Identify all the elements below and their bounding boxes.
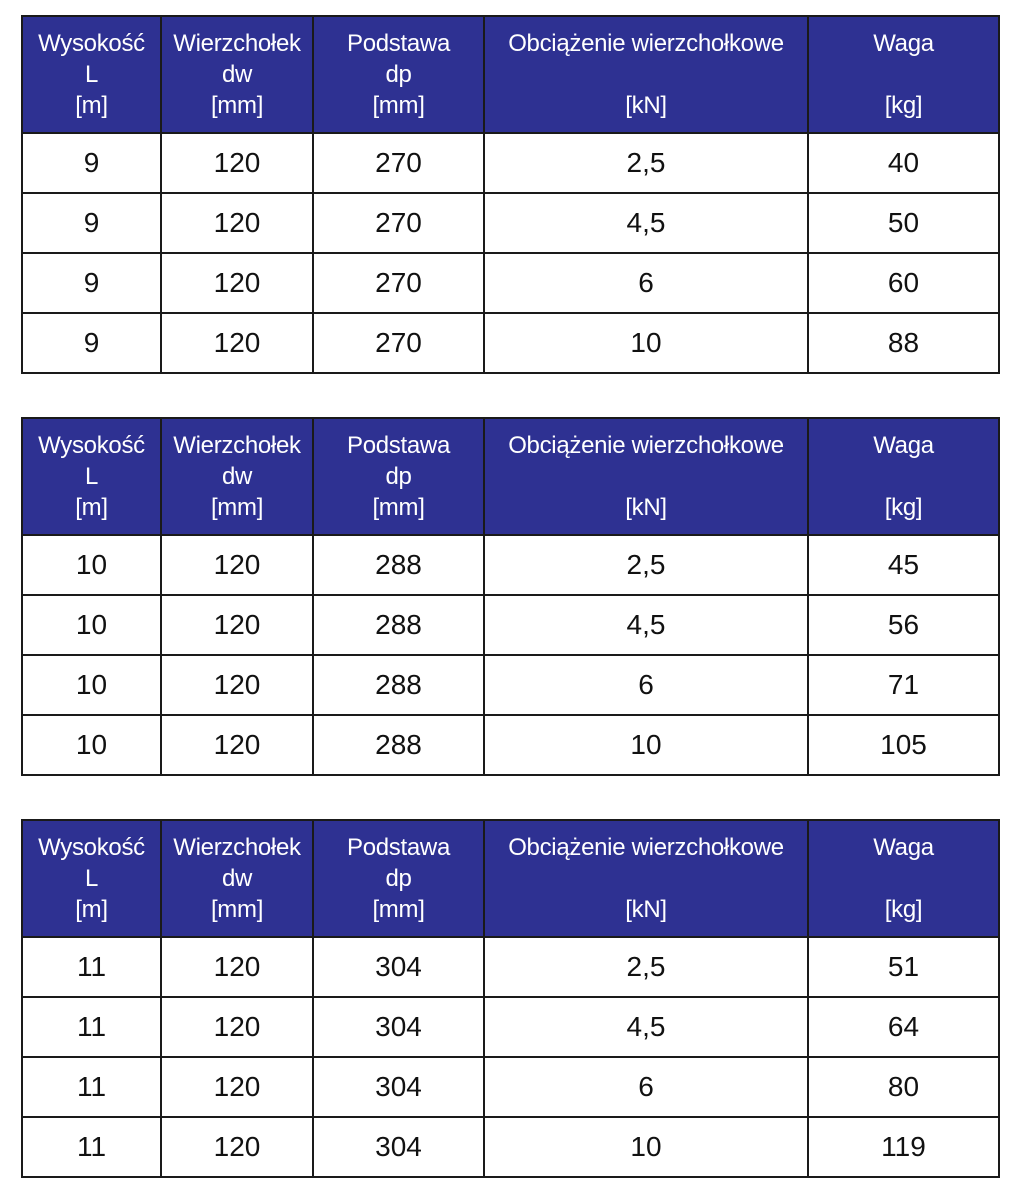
header-unit: [m] [75,896,108,923]
header-label: Waga [873,834,934,861]
header-unit: [m] [75,494,108,521]
header-top-load [484,820,808,937]
header-label: Wierzchołek [173,432,301,459]
header-base-diameter [313,418,484,535]
header-spacer [485,59,807,90]
cell-height: 11 [22,937,161,997]
header-unit: [mm] [210,92,264,119]
spec-table-3 [21,819,1000,1178]
spec-table-2 [21,417,1000,776]
header-label: Wysokość [38,834,145,861]
cell-base-diameter: 270 [313,253,484,313]
header-row [22,16,999,133]
cell-base-diameter: 270 [313,193,484,253]
cell-top-diameter: 120 [161,313,313,373]
header-label: Wysokość [38,432,145,459]
cell-height: 10 [22,595,161,655]
table-row [22,655,999,715]
cell-top-diameter: 120 [161,1117,313,1177]
cell-top-load: 4,5 [484,997,808,1057]
table-body [22,133,999,373]
cell-top-diameter: 120 [161,715,313,775]
cell-height: 9 [22,193,161,253]
header-label: Podstawa [347,432,450,459]
cell-top-load: 6 [484,253,808,313]
cell-base-diameter: 270 [313,313,484,373]
cell-weight: 71 [808,655,999,715]
cell-height: 11 [22,1057,161,1117]
header-label: Obciążenie wierzchołkowe [508,30,784,57]
cell-base-diameter: 304 [313,1117,484,1177]
header-label: Obciążenie wierzchołkowe [508,432,784,459]
cell-base-diameter: 304 [313,1057,484,1117]
header-spacer [485,461,807,492]
table-row [22,535,999,595]
cell-weight: 45 [808,535,999,595]
header-base-diameter [313,820,484,937]
table-row [22,937,999,997]
header-height [22,820,161,937]
table-body [22,937,999,1177]
header-top-load [484,16,808,133]
cell-height: 9 [22,313,161,373]
table-row [22,715,999,775]
table-row [22,313,999,373]
cell-weight: 105 [808,715,999,775]
header-unit: [kN] [625,494,667,521]
header-symbol: dw [221,61,253,88]
cell-top-diameter: 120 [161,193,313,253]
cell-weight: 50 [808,193,999,253]
cell-top-load: 4,5 [484,193,808,253]
header-unit: [mm] [372,896,425,923]
cell-height: 10 [22,655,161,715]
cell-weight: 88 [808,313,999,373]
cell-top-load: 2,5 [484,937,808,997]
cell-weight: 51 [808,937,999,997]
header-symbol: dw [221,463,253,490]
table-row [22,133,999,193]
header-label: Waga [873,432,934,459]
cell-top-diameter: 120 [161,535,313,595]
header-symbol: dw [221,865,253,892]
header-top-diameter [161,820,313,937]
cell-base-diameter: 288 [313,535,484,595]
header-symbol: dp [385,61,412,88]
cell-base-diameter: 270 [313,133,484,193]
header-unit: [mm] [372,92,425,119]
header-label: Podstawa [347,834,450,861]
cell-top-diameter: 120 [161,997,313,1057]
table-row [22,193,999,253]
table-body [22,535,999,775]
table-row [22,1117,999,1177]
header-symbol: dp [385,463,412,490]
header-spacer [809,59,998,90]
header-row [22,418,999,535]
header-unit: [kg] [884,896,923,923]
cell-weight: 56 [808,595,999,655]
table-header [22,16,999,133]
cell-top-load: 10 [484,313,808,373]
cell-base-diameter: 304 [313,937,484,997]
header-unit: [mm] [210,896,264,923]
cell-top-diameter: 120 [161,937,313,997]
header-unit: [kN] [625,896,667,923]
cell-weight: 60 [808,253,999,313]
cell-base-diameter: 288 [313,715,484,775]
header-unit: [kg] [884,92,923,119]
table-header [22,820,999,937]
header-symbol: L [84,61,99,88]
header-top-diameter [161,418,313,535]
header-unit: [m] [75,92,108,119]
header-weight [808,820,999,937]
header-spacer [485,863,807,894]
cell-base-diameter: 288 [313,655,484,715]
cell-height: 9 [22,133,161,193]
table-row [22,1057,999,1117]
header-label: Wysokość [38,30,145,57]
header-spacer [809,863,998,894]
header-weight [808,418,999,535]
header-symbol: dp [385,865,412,892]
cell-top-diameter: 120 [161,133,313,193]
cell-height: 10 [22,535,161,595]
table-row [22,997,999,1057]
cell-height: 11 [22,997,161,1057]
cell-top-load: 2,5 [484,133,808,193]
cell-weight: 80 [808,1057,999,1117]
cell-top-diameter: 120 [161,1057,313,1117]
header-label: Obciążenie wierzchołkowe [508,834,784,861]
header-label: Waga [873,30,934,57]
cell-weight: 64 [808,997,999,1057]
cell-base-diameter: 288 [313,595,484,655]
cell-top-load: 4,5 [484,595,808,655]
header-unit: [kg] [884,494,923,521]
cell-top-diameter: 120 [161,595,313,655]
header-label: Wierzchołek [173,834,301,861]
header-spacer [809,461,998,492]
header-label: Podstawa [347,30,450,57]
cell-top-load: 10 [484,715,808,775]
cell-height: 10 [22,715,161,775]
cell-height: 9 [22,253,161,313]
cell-top-load: 10 [484,1117,808,1177]
cell-top-load: 6 [484,655,808,715]
spec-table-1 [21,15,1000,374]
header-row [22,820,999,937]
table-header [22,418,999,535]
cell-height: 11 [22,1117,161,1177]
cell-top-diameter: 120 [161,253,313,313]
header-label: Wierzchołek [173,30,301,57]
header-base-diameter [313,16,484,133]
header-unit: [mm] [210,494,264,521]
table-row [22,595,999,655]
cell-weight: 119 [808,1117,999,1177]
header-top-load [484,418,808,535]
header-symbol: L [84,865,99,892]
header-unit: [mm] [372,494,425,521]
cell-base-diameter: 304 [313,997,484,1057]
cell-top-diameter: 120 [161,655,313,715]
header-height [22,418,161,535]
header-height [22,16,161,133]
header-unit: [kN] [625,92,667,119]
cell-top-load: 2,5 [484,535,808,595]
table-row [22,253,999,313]
header-top-diameter [161,16,313,133]
header-symbol: L [84,463,99,490]
cell-top-load: 6 [484,1057,808,1117]
header-weight [808,16,999,133]
cell-weight: 40 [808,133,999,193]
